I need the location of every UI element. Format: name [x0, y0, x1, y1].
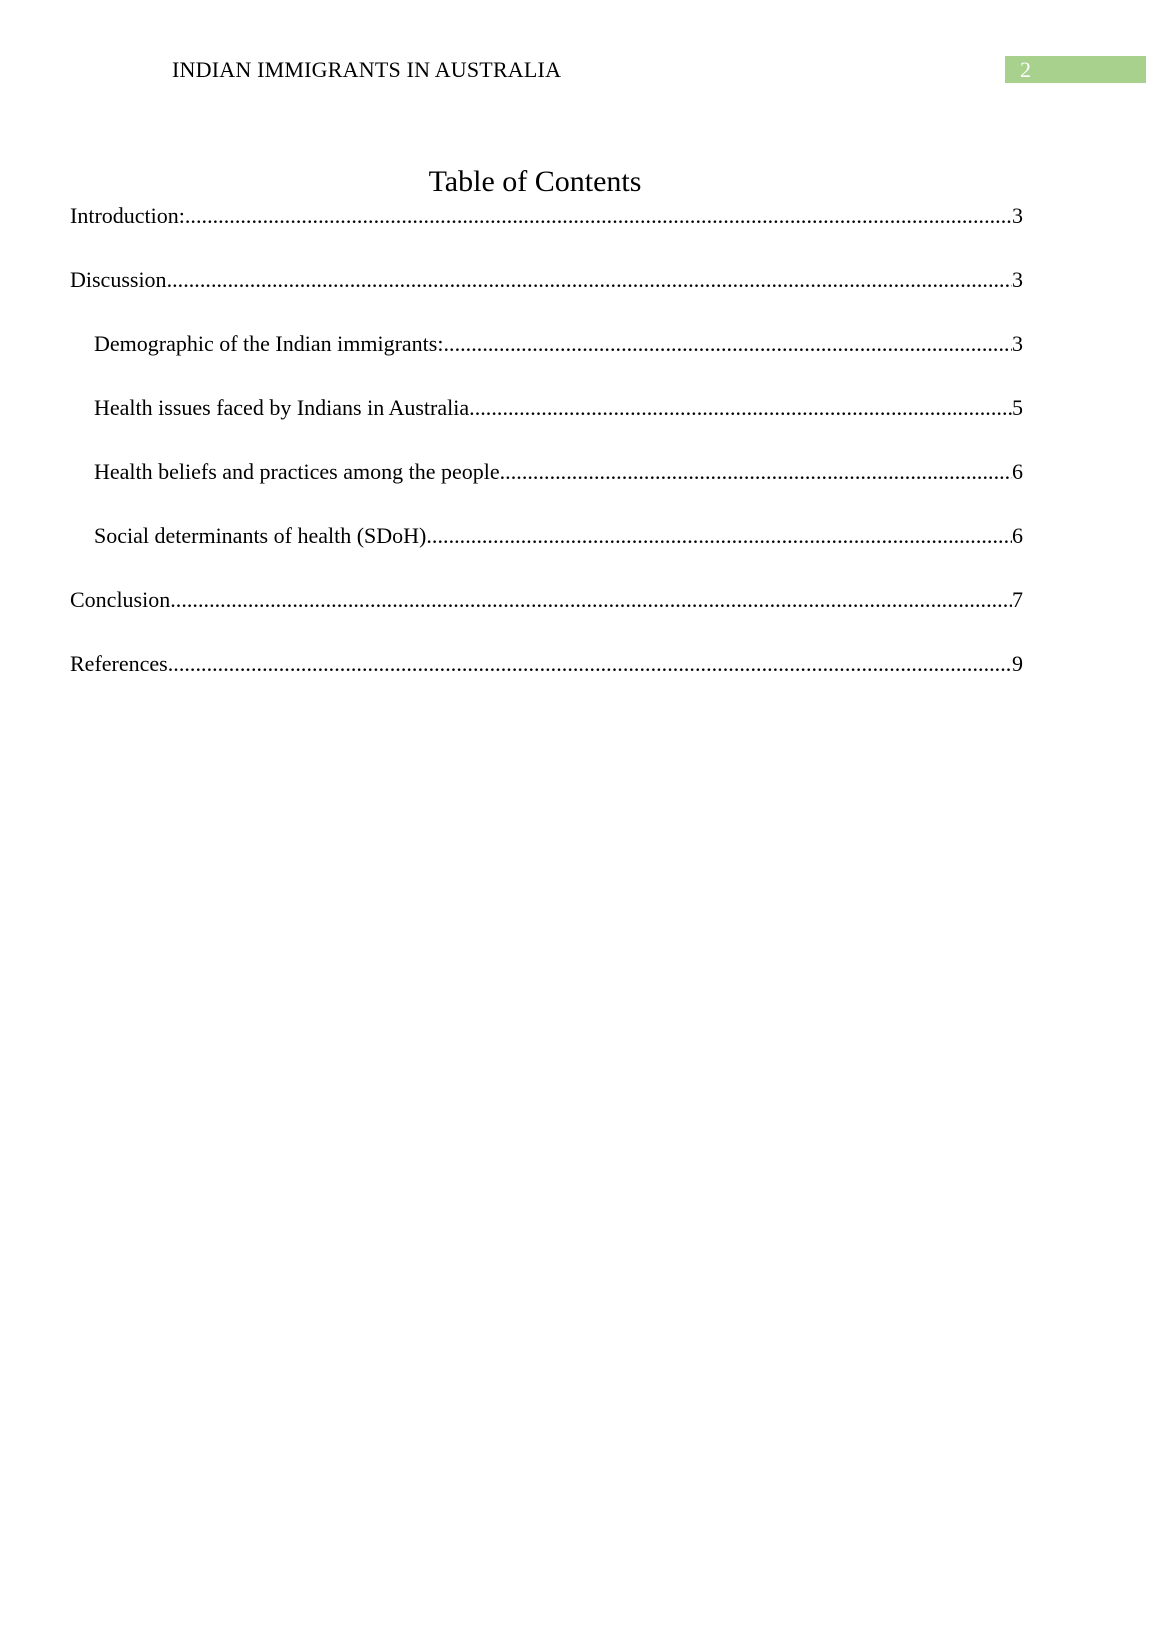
toc-dot-leader [168, 649, 1012, 679]
toc-dot-leader [443, 329, 1012, 359]
table-of-contents [70, 201, 1023, 713]
toc-heading: Table of Contents [428, 165, 642, 198]
toc-entry-health-beliefs[interactable] [70, 457, 1023, 521]
toc-entry-title: Social determinants of health (SDoH) [94, 523, 427, 548]
toc-entry-title: Conclusion [70, 587, 171, 612]
toc-dot-leader [500, 457, 1012, 487]
toc-entry-page: 7 [1012, 587, 1023, 612]
toc-dot-leader [170, 585, 1012, 615]
toc-dot-leader [469, 393, 1012, 423]
toc-entry-page: 3 [1012, 267, 1023, 292]
toc-entry-conclusion[interactable] [70, 585, 1023, 649]
toc-entry-title: Discussion [70, 267, 167, 292]
toc-entry-title: Health issues faced by Indians in Australia [94, 395, 470, 420]
toc-entry-page: 5 [1012, 395, 1023, 420]
toc-dot-leader [167, 265, 1012, 295]
toc-entry-page: 6 [1012, 523, 1023, 548]
toc-entry-introduction[interactable] [70, 201, 1023, 265]
toc-entry-discussion[interactable] [70, 265, 1023, 329]
toc-entry-health-issues[interactable] [70, 393, 1023, 457]
toc-entry-page: 6 [1012, 459, 1023, 484]
toc-entry-title: References [70, 651, 168, 676]
toc-entry-page: 3 [1012, 203, 1023, 228]
toc-dot-leader [426, 521, 1012, 551]
toc-entry-title: Demographic of the Indian immigrants: [94, 331, 444, 356]
toc-entry-demographic[interactable] [70, 329, 1023, 393]
page-number-badge: 2 [1005, 56, 1146, 83]
toc-entry-page: 9 [1012, 651, 1023, 676]
running-head: INDIAN IMMIGRANTS IN AUSTRALIA [172, 57, 562, 82]
toc-entry-title: Health beliefs and practices among the people [94, 459, 500, 484]
toc-entry-page: 3 [1012, 331, 1023, 356]
toc-dot-leader [185, 201, 1012, 231]
toc-entry-social-determinants[interactable] [70, 521, 1023, 585]
toc-entry-references[interactable] [70, 649, 1023, 713]
toc-entry-title: Introduction: [70, 203, 185, 228]
